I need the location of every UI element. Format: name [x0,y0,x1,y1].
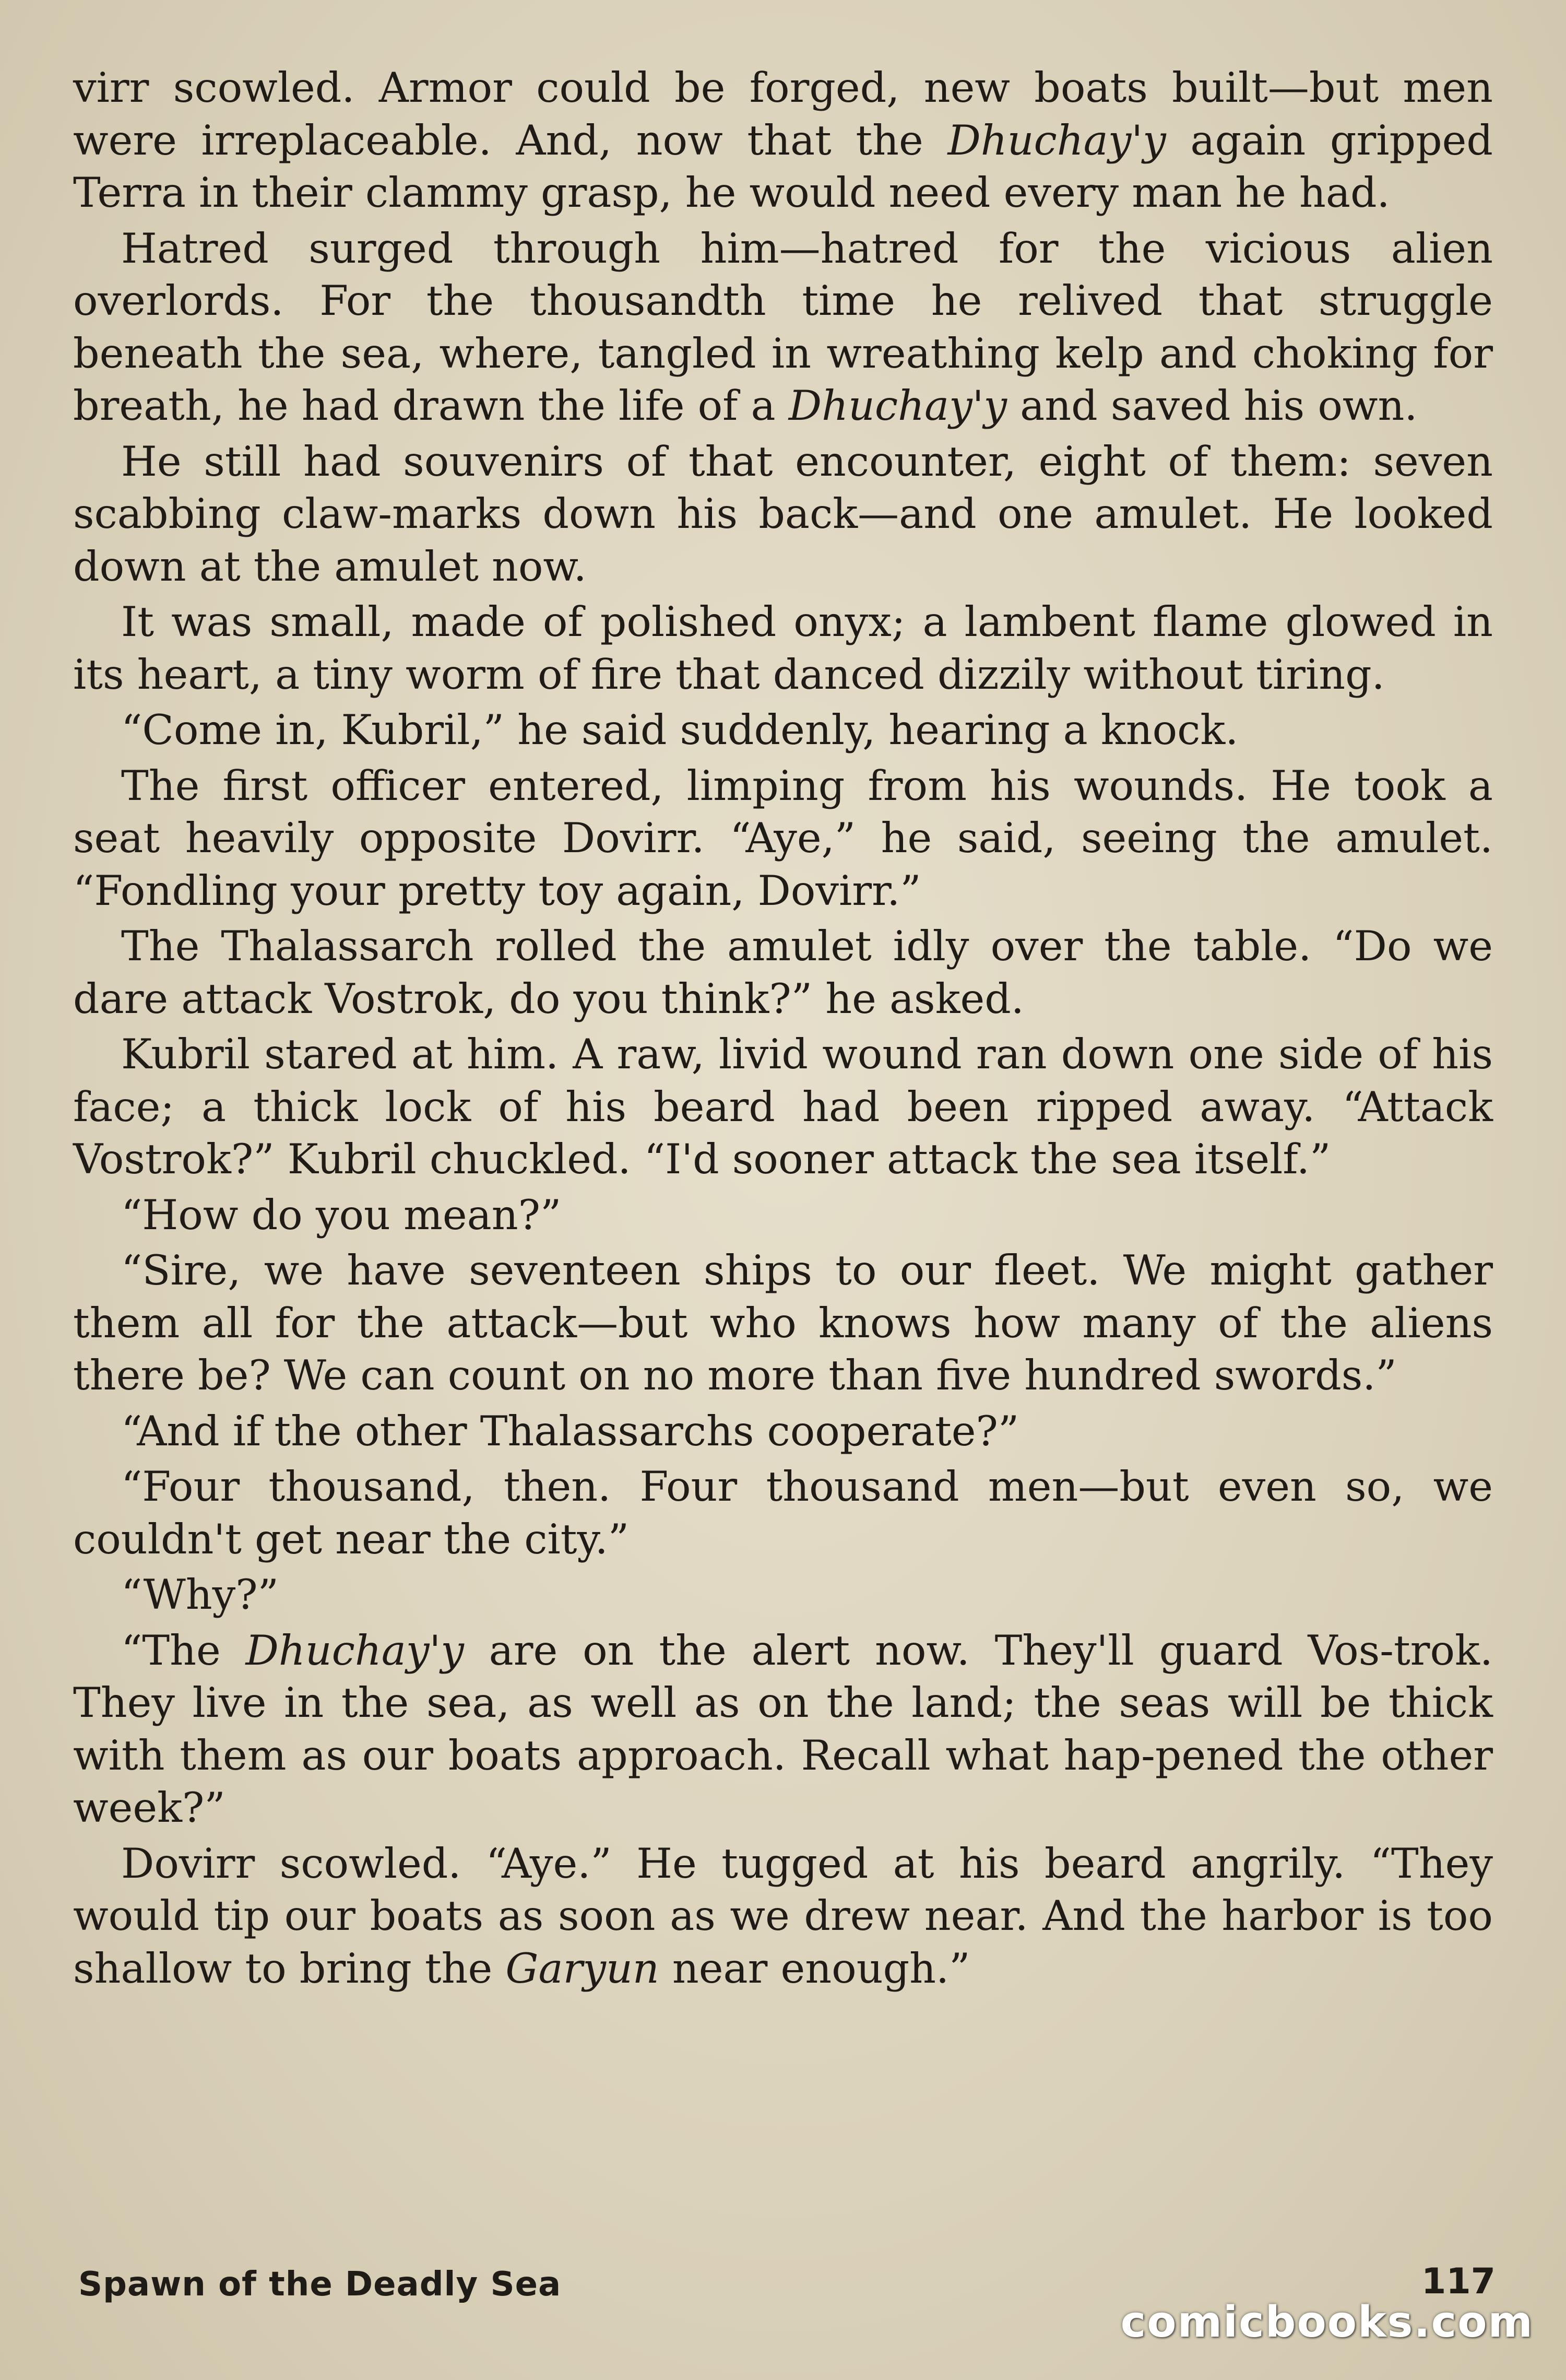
story-text [73,62,1493,1995]
paragraph [73,1405,1493,1458]
paragraph [73,1244,1493,1402]
text-run: virr scowled. Armor could be forged, new boats built—but men were irreplaceable. And, now that the [73,64,1493,164]
text-run: “How do you mean?” [121,1191,562,1239]
paragraph [73,435,1493,593]
text-run: The first officer entered, limping from his wounds. He took a seat heavily opposite Dovirr. “Aye,” he said, seeing the amulet. “Fondling your pretty toy again, Dovirr.” [73,761,1493,915]
text-run: “Come in, Kubril,” he said suddenly, hearing a knock. [121,706,1239,754]
text-run: “The [121,1626,246,1675]
paragraph [73,920,1493,1025]
italic-text: Dhuchay'y [245,1626,464,1675]
text-run: It was small, made of polished onyx; a lambent flame glowed in its heart, a tiny worm of fire that danced dizzily without tiring. [73,598,1493,699]
paragraph [73,760,1493,917]
text-run: “Four thousand, then. Four thousand men—but even so, we couldn't get near the city.” [73,1463,1493,1563]
text-run: “Why?” [121,1571,279,1619]
text-run: Kubril stared at him. A raw, livid wound ran down one side of his face; a thick lock of his beard had been ripped away. “Attack Vostrok?” Kubril chuckled. “I'd sooner attack the sea itself.” [73,1030,1493,1183]
text-run: Dovirr scowled. “Aye.” He tugged at his beard angrily. “They would tip our boats as soon as we drew near. And the harbor is too shallow to bring the [73,1839,1493,1993]
paragraph [73,1837,1493,1995]
paragraph [73,704,1493,757]
paragraph [73,1460,1493,1565]
italic-text: Dhuchay'y [788,382,1007,430]
text-run: again gripped Terra in their clammy grasp, he would need every man he had. [73,116,1493,217]
paragraph [73,1624,1493,1834]
text-run: and saved his own. [1007,382,1418,430]
italic-text: Garyun [505,1944,659,1993]
text-run: The Thalassarch rolled the amulet idly over the table. “Do we dare attack Vostrok, do you think?” he asked. [73,922,1493,1023]
paragraph [73,1189,1493,1242]
paragraph [73,1028,1493,1186]
watermark: comicbooks.com [1120,2297,1534,2347]
paragraph [73,222,1493,432]
text-run: near enough.” [659,1944,970,1993]
page-number: 117 [1421,2261,1496,2302]
text-run: are on the alert now. They'll guard Vos-trok. They live in the sea, as well as on the land; the seas will be thick with them as our boats approach. Recall what hap-pened the other week?” [73,1626,1493,1832]
paragraph [73,1569,1493,1621]
paragraph [73,62,1493,219]
running-footer-title: Spawn of the Deadly Sea [78,2265,562,2304]
text-run: “Sire, we have seventeen ships to our fleet. We might gather them all for the attack—but who knows how many of the aliens there be? We can count on no more than five hundred swords.” [73,1246,1493,1399]
paragraph [73,596,1493,701]
italic-text: Dhuchay'y [947,116,1166,164]
text-run: He still had souvenirs of that encounter, eight of them: seven scabbing claw-marks down his back—and one amulet. He looked down at the amulet now. [73,437,1493,591]
text-run: Hatred surged through him—hatred for the vicious alien overlords. For the thousandth time he relived that struggle beneath the sea, where, tangled in wreathing kelp and choking for breath, he had drawn the life of a [73,224,1493,430]
text-run: “And if the other Thalassarchs cooperate?” [121,1407,1019,1455]
